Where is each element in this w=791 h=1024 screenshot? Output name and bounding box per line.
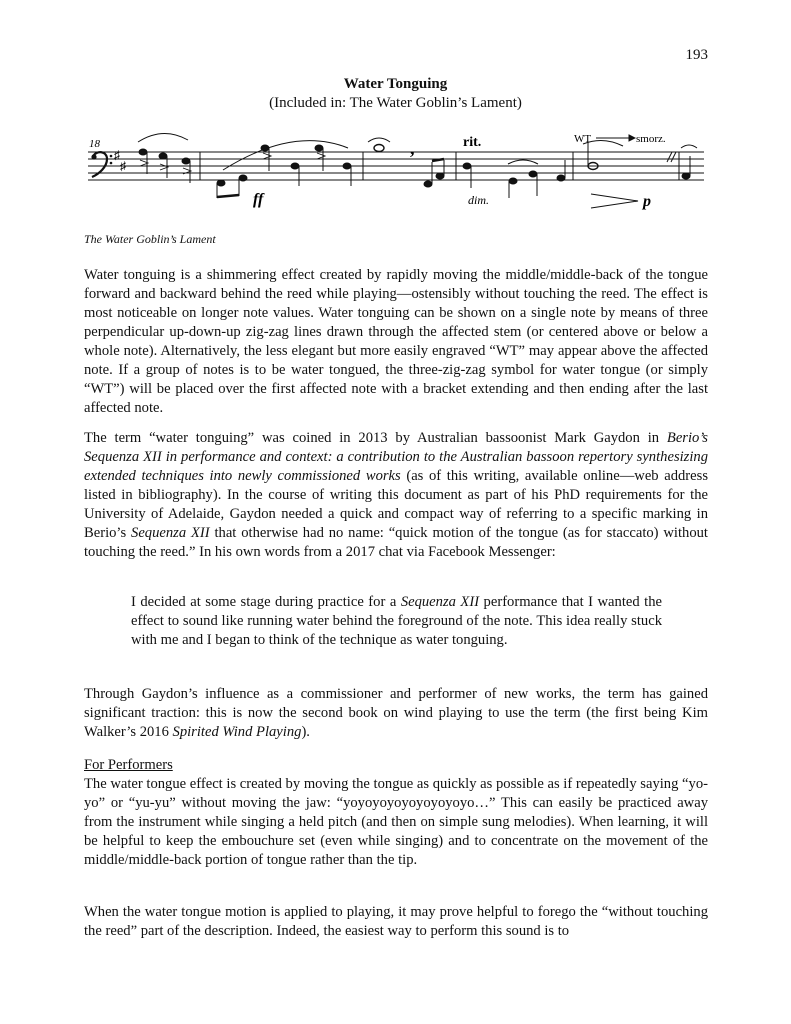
paragraph-2-text: (as of this writing, available online—web address listed in bibliography). In the course of writing this document as part of his PhD requirements for the University of Adelaide, Gaydon needed a quick and compact way of referring to a specific marking in Berio’s (84, 468, 709, 541)
staff-lines (88, 152, 704, 180)
decrescendo-hairpin-icon (591, 194, 638, 208)
section-subtitle: (Included in: The Water Goblin’s Lament) (269, 95, 522, 111)
measure-number: 18 (89, 138, 100, 150)
key-signature-sharps-icon: ♯ (114, 148, 120, 162)
music-score-excerpt (83, 126, 708, 221)
dynamic-p: p (643, 193, 651, 210)
rit-marking: rit. (463, 135, 482, 150)
paragraph-3-text: Through Gaydon’s influence as a commissioner and performer of new works, the term has gained significant traction: this is now the second book on wind playing to use the term (the first being Kim Walker’s 2016 (84, 686, 708, 740)
section-heading: For Performers (84, 757, 173, 773)
key-signature-sharps-icon: ♯ (120, 159, 126, 173)
paragraph-3 (84, 685, 708, 742)
page-number: 193 (685, 47, 708, 63)
paragraph-2-title: Berio’s Sequenza XII in performance and context: a contribution to the Australian bassoon repertory synthesizing extended techniques into newly commissioned works (84, 430, 708, 484)
quote-text: performance that I wanted the effect to sound like running water behind the foreground of the note. This idea really stuck with me and I began to think of the technique as water tonguing. (131, 594, 662, 648)
paragraph-2-text: that otherwise had no name: “quick motion of the tongue (as for staccato) without touching the reed.” In his own words from a 2017 chat via Facebook Messenger: (84, 525, 708, 560)
breath-mark: , (410, 138, 415, 158)
paragraph-3-text: ). (301, 724, 310, 740)
paragraph-3-title: Spirited Wind Playing (172, 724, 302, 740)
paragraph-1: Water tonguing is a shimmering effect created by rapidly moving the middle/middle-back of the tongue forward and backward behind the reed while playing—ostensibly without touching the reed. The effect is most noticeable on longer note values. Water tonguing can be shown on a single note by means of three perpendicular up-down-up zig-zag lines drawn through the affected stem (or centered above or below a whole note). Alternatively, the less elegant but more easily engraved “WT” may appear above the affected note. If a group of notes is to be water tongued, the three-zig-zag symbol for water tongue (or simply “WT”) will be placed over the first affected note with a bracket extending and then ending after the last affected note. (84, 267, 708, 416)
paragraph-4: The water tongue effect is created by moving the tongue as quickly as possible as if repeatedly saying “yo-yo” or “yu-yu” without moving the jaw: “yoyoyoyoyoyoyoyoyo…” This can easily be practiced away from the instrument while singing a held pitch (and then on simple sung melodies). When learning, it will be helpful to keep the embouchure set (even while singing) and to concentrate on the movement of the middle/middle-back portion of tongue rather than the tip. (84, 776, 708, 868)
quote-title: Sequenza XII (400, 594, 480, 610)
notes-measure-1 (138, 133, 191, 183)
quote-text: I decided at some stage during practice for a (131, 594, 401, 610)
notes-measure-2 (217, 141, 351, 198)
dim-marking: dim. (468, 193, 489, 207)
block-quote (131, 593, 662, 650)
paragraph-2 (84, 429, 708, 562)
section-title: Water Tonguing (343, 76, 448, 92)
dynamic-ff: ff (253, 191, 264, 208)
score-caption: The Water Goblin’s Lament (84, 232, 216, 246)
wt-marking: WT (574, 133, 592, 145)
paragraph-2-title: Sequenza XII (131, 525, 210, 541)
smorz-marking: smorz. (636, 133, 666, 145)
paragraph-2-text: The term “water tonguing” was coined in 2013 by Australian bassoonist Mark Gaydon in (84, 430, 667, 446)
paragraph-5: When the water tongue motion is applied to playing, it may prove helpful to forego the “without touching the reed” part of the description. Indeed, the easiest way to perform this sound is to (84, 904, 708, 939)
